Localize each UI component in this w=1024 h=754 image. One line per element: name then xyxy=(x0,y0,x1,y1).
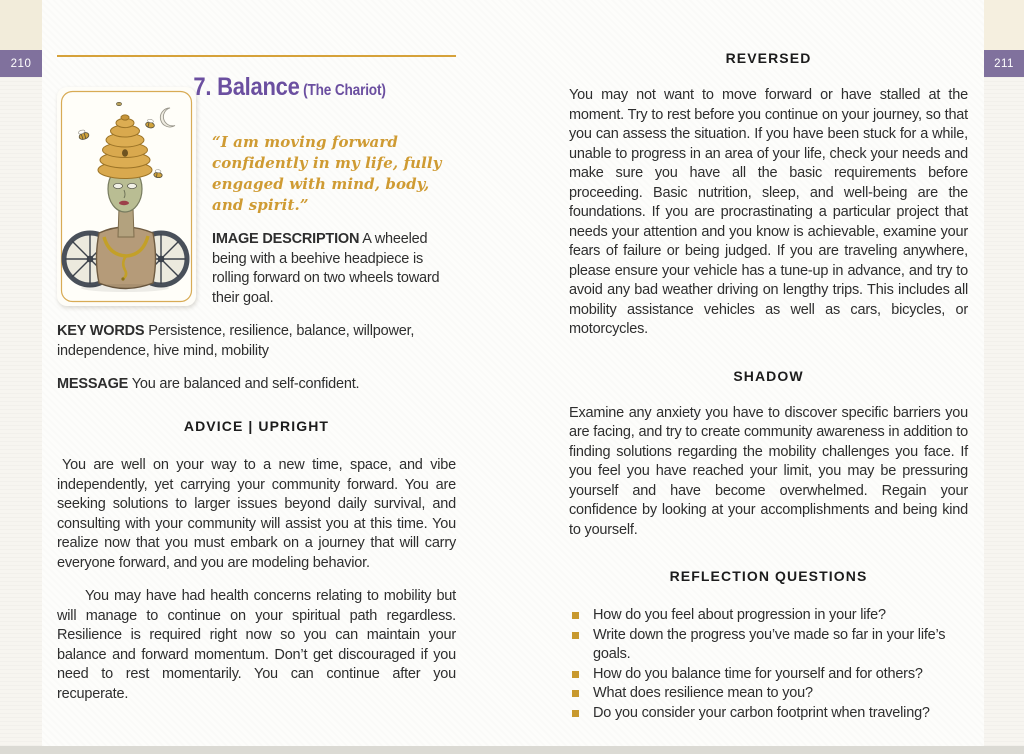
shadow xyxy=(81,284,169,292)
image-description-label: IMAGE DESCRIPTION xyxy=(212,231,360,247)
advice-paragraph: You may have had health concerns relating to mobility but will manage to continue on your spiritual path regardless. Resilience is required right now so you can maintain your balance and forward momentum. Don’t get discouraged if you need to rest momentarily. You can continue after you recuperate. xyxy=(57,588,456,702)
page-title: 7. Balance xyxy=(193,73,300,101)
message-label: MESSAGE xyxy=(57,376,129,392)
left-page xyxy=(57,0,456,704)
page-number-tab-right xyxy=(984,50,1024,77)
advice-upright-heading: ADVICE | UPRIGHT xyxy=(183,417,330,434)
card-title-line xyxy=(57,73,408,102)
right-edge-cream-corner xyxy=(984,0,1024,50)
page-number-tab-left xyxy=(0,50,42,77)
page-number-right: 211 xyxy=(994,57,1014,70)
left-page-edge xyxy=(0,0,42,746)
key-words-text: Persistence, resilience, balance, willpower, independence, hive mind, mobility xyxy=(57,323,415,359)
tarot-card-illustration xyxy=(57,87,196,306)
reflection-questions-list xyxy=(569,606,968,723)
reflection-question-item: What does resilience mean to you? xyxy=(569,684,968,704)
key-words-label: KEY WORDS xyxy=(57,323,145,339)
image-description-text: A wheeled being with a beehive headpiece is rolling forward on two wheels toward their goal. xyxy=(212,231,440,306)
shadow-paragraph: Examine any anxiety you have to discover specific barriers you are facing, and try to create community awareness in addition to finding solutions regarding the mobility challenges you face. If you feel you have reached your limit, you may be pressuring yourself and have become overwhelmed. Regain your confidence by looking at your accomplishments and being kind to yourself. xyxy=(569,404,968,538)
left-edge-cream-corner xyxy=(0,0,42,50)
reversed-paragraph: You may not want to move forward or have stalled at the moment. Try to rest before you continue on your journey, so that you can assess the situation. If you have been stuck for a while, unable to progress in an area of your life, check your needs and make sure you have all the basic requirements before proceeding. Basic nutrition, sleep, and well-being are the foundations. If you are procrastinating a particular project that needs your attention and you know is achievable, examine your fears of failure or being judged. If you are traveling anywhere, please ensure your vehicle has a tune-up in advance, and try to avoid any bad weather driving on lengthy trips. This includes all mobility assistance vehicles as well as cars, bicycles, or motorcycles. xyxy=(569,87,968,337)
chariot-card-art xyxy=(57,87,196,306)
top-rule xyxy=(57,55,456,57)
lips xyxy=(119,201,129,205)
page-number-left: 210 xyxy=(10,57,32,70)
affirmation-quote: “I am moving forward confidently in my life, fully engaged with mind, body, and spirit.” xyxy=(212,133,442,214)
eye xyxy=(113,183,122,188)
reflection-question-item: How do you feel about progression in your life? xyxy=(569,606,968,626)
reflection-questions-heading: REFLECTION QUESTIONS xyxy=(669,568,868,584)
message-text: You are balanced and self-confident. xyxy=(131,376,360,392)
reflection-question-item: How do you balance time for yourself and for others? xyxy=(569,665,968,685)
right-page-edge xyxy=(984,0,1024,746)
photo-bottom-edge xyxy=(0,746,1024,754)
reflection-question-item: Write down the progress you’ve made so far in your life’s goals. xyxy=(569,626,968,665)
message-paragraph xyxy=(57,375,456,395)
shadow-heading: SHADOW xyxy=(733,367,804,384)
page-title-suffix: (The Chariot) xyxy=(303,82,386,99)
key-words-paragraph xyxy=(57,322,456,361)
reversed-heading: REVERSED xyxy=(725,50,812,66)
bee-icon xyxy=(116,102,121,105)
snake-head xyxy=(121,277,124,280)
right-page xyxy=(569,0,968,723)
eye xyxy=(127,183,136,188)
reflection-question-item: Do you consider your carbon footprint when traveling? xyxy=(569,704,968,724)
advice-paragraph: You are well on your way to a new time, space, and vibe independently, yet carrying your community forward. You are seeking solutions to larger issues beyond daily survival, and consulting with your community will assist you at this time. You realize now that you must embark on a journey that will carry everyone forward, and you are modeling behavior. xyxy=(57,457,456,571)
